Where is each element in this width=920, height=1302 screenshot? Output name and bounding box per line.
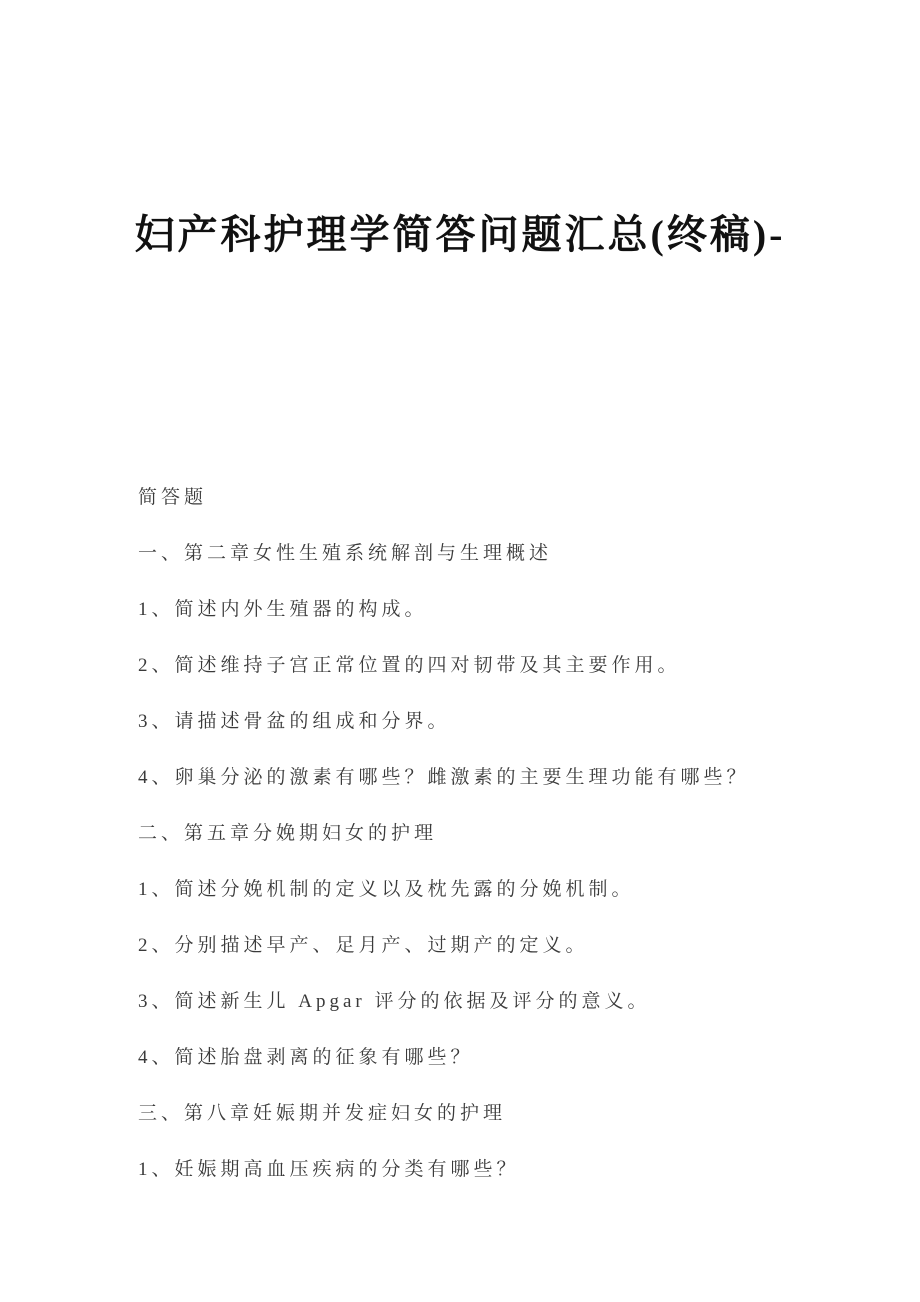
document-line-question: 4、简述胎盘剥离的征象有哪些？ [138,1047,474,1068]
document-line-question: 1、简述分娩机制的定义以及枕先露的分娩机制。 [138,879,635,900]
document-line-question: 3、请描述骨盆的组成和分界。 [138,711,451,732]
document-line-question: 2、分别描述早产、足月产、过期产的定义。 [138,935,589,956]
document-line-question: 4、卵巢分泌的激素有哪些？雌激素的主要生理功能有哪些？ [138,767,750,788]
document-body [138,470,860,1198]
document-line-question: 1、妊娠期高血压疾病的分类有哪些？ [138,1159,520,1180]
document-line-question: 3、简述新生儿 Apgar 评分的依据及评分的意义。 [138,991,651,1012]
document-line-section-2: 二、第五章分娩期妇女的护理 [138,823,438,844]
document-line-question: 1、简述内外生殖器的构成。 [138,599,428,620]
document-line-question: 2、简述维持子宫正常位置的四对韧带及其主要作用。 [138,655,681,676]
document-line-section-3: 三、第八章妊娠期并发症妇女的护理 [138,1103,507,1124]
document-line-heading: 简答题 [138,487,208,508]
document-title: 妇产科护理学简答问题汇总(终稿)- [134,212,786,257]
document-line-section-1: 一、第二章女性生殖系统解剖与生理概述 [138,543,553,564]
